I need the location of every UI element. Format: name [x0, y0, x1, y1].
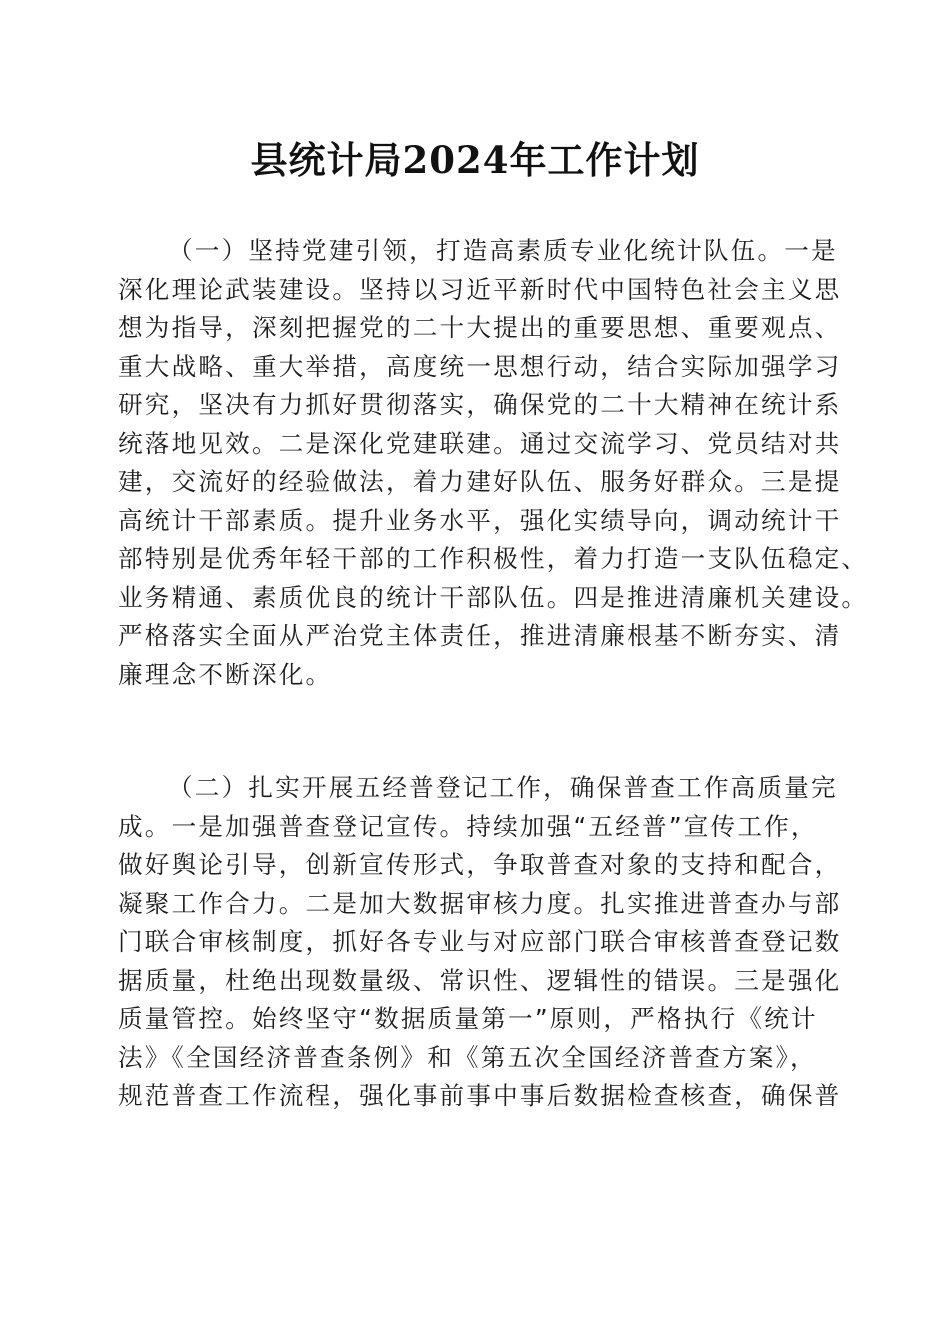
paragraph-party-building [118, 232, 869, 694]
text-line: 凝聚工作合力。二是加大数据审核力度。扎实推进普查办与部 [118, 888, 842, 918]
text-line: 统落地见效。二是深化党建联建。通过交流学习、党员结对共 [118, 428, 842, 458]
text-line: 高统计干部素质。提升业务水平，强化实绩导向，调动统计干 [118, 505, 842, 535]
text-line: 成。一是加强普查登记宣传。持续加强“五经普”宣传工作， [118, 811, 818, 841]
document-title: 县统计局2024年工作计划 [250, 138, 700, 182]
text-line: 做好舆论引导，创新宣传形式，争取普查对象的支持和配合， [118, 850, 842, 879]
text-line: 质量管控。始终坚守“数据质量第一”原则，严格执行《统计 [118, 1004, 818, 1033]
text-line: 部特别是优秀年轻干部的工作积极性，着力打造一支队伍稳定、 [118, 544, 869, 573]
text-line: 研究，坚决有力抓好贯彻落实，确保党的二十大精神在统计系 [118, 390, 842, 419]
text-line: 业务精通、素质优良的统计干部队伍。四是推进清廉机关建设。 [118, 582, 869, 612]
text-line: 重大战略、重大举措，高度统一思想行动，结合实际加强学习 [118, 351, 842, 381]
text-line: 法》《全国经济普查条例》和《第五次全国经济普查方案》， [118, 1042, 817, 1072]
text-line: 廉理念不断深化。 [118, 659, 333, 689]
text-line: 门联合审核制度，抓好各专业与对应部门联合审核普查登记数 [118, 927, 842, 956]
text-line: 建，交流好的经验做法，着力建好队伍、服务好群众。三是提 [118, 467, 842, 496]
text-line: 深化理论武装建设。坚持以习近平新时代中国特色社会主义思 [118, 274, 842, 304]
text-line: 严格落实全面从严治党主体责任，推进清廉根基不断夯实、清 [118, 621, 842, 650]
paragraph-economic-census [118, 769, 842, 1116]
text-line: 规范普查工作流程，强化事前事中事后数据检查核查，确保普 [118, 1081, 842, 1110]
text-line: 想为指导，深刻把握党的二十大提出的重要思想、重要观点、 [118, 313, 842, 342]
text-line: 据质量，杜绝出现数量级、常识性、逻辑性的错误。三是强化 [118, 965, 842, 995]
text-line: （二）扎实开展五经普登记工作，确保普查工作高质量完 [168, 773, 838, 802]
text-line: （一）坚持党建引领，打造高素质专业化统计队伍。一是 [168, 236, 838, 265]
